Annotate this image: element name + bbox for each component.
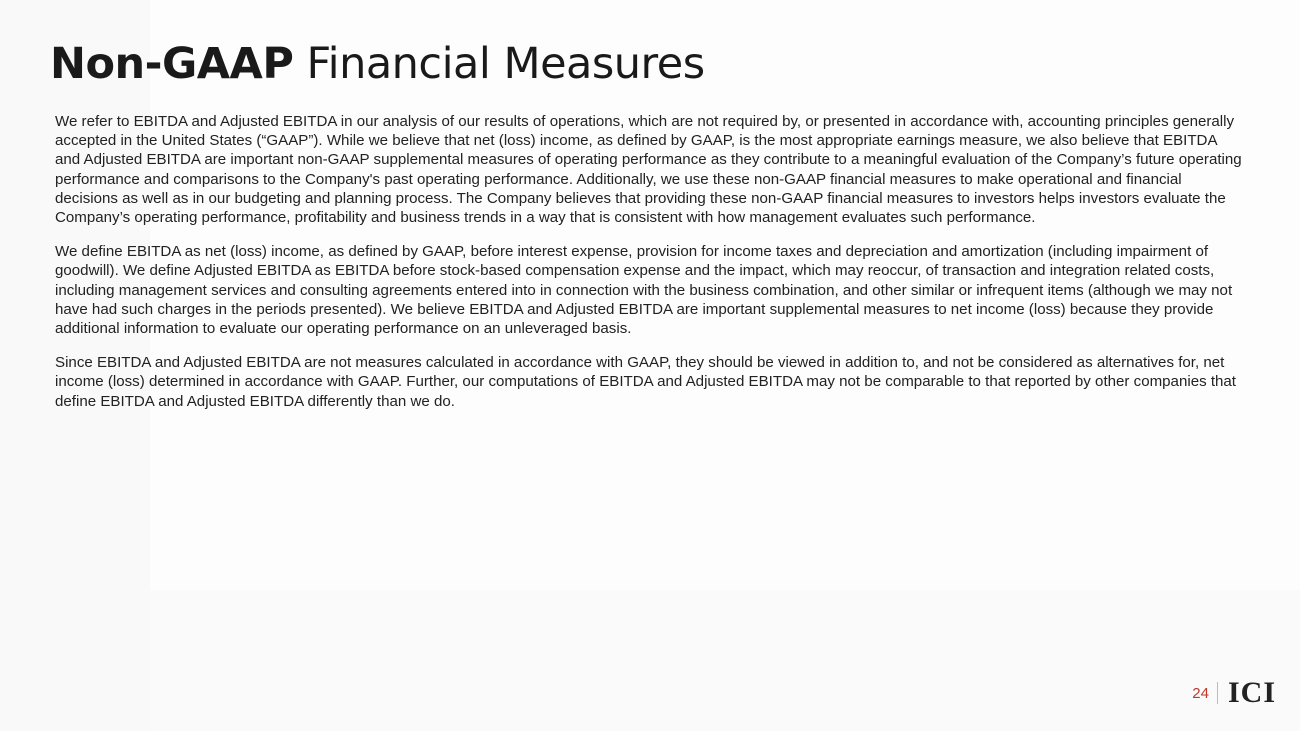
paragraph-3: Since EBITDA and Adjusted EBITDA are not measures calculated in accordance with GAAP, they should be viewed in addition to, and not be considered as alternatives for, net income (loss) determined in accordance with GAAP. Further, our computations of EBITDA and Adjusted EBITDA may not be comparable to that reported by other companies that define EBITDA and Adjusted EBITDA differently than we do. <box>55 354 1237 410</box>
page-title <box>50 38 705 90</box>
paragraph-1: We refer to EBITDA and Adjusted EBITDA in our analysis of our results of operations, which are not required by, or presented in accordance with, accounting principles generally accepted in the United States (“GAAP”). While we believe that net (loss) income, as defined by GAAP, is the most appropriate earnings measure, we also believe that EBITDA and Adjusted EBITDA are important non-GAAP supplemental measures of operating performance as they contribute to a meaningful evaluation of the Company’s future operating performance and comparisons to the Company's past operating performance. Additionally, we use these non-GAAP financial measures to make operational and financial decisions as well as in our budgeting and planning process. The Company believes that providing these non-GAAP financial measures to investors helps investors evaluate the Company’s operating performance, profitability and business trends in a way that is consistent with how management evaluates such performance. <box>55 113 1242 227</box>
title-regular-part: Financial Measures <box>293 39 705 89</box>
footer-divider <box>1217 682 1218 704</box>
background-panel-bottom <box>150 590 1300 731</box>
paragraph-2: We define EBITDA as net (loss) income, as defined by GAAP, before interest expense, provision for income taxes and depreciation and amortization (including impairment of goodwill). We define Adjusted EBITDA as EBITDA before stock-based compensation expense and the impact, which may reoccur, of transaction and integration related costs, including management services and consulting agreements entered into in connection with the business combination, and other similar or infrequent items (although we may not have had such charges in the periods presented). We believe EBITDA and Adjusted EBITDA are important supplemental measures to net income (loss) because they provide additional information to evaluate our operating performance on an unleveraged basis. <box>55 243 1233 338</box>
body-text <box>55 112 1245 426</box>
title-bold-part: Non-GAAP <box>50 39 294 89</box>
company-logo: ICI <box>1227 676 1276 709</box>
slide-footer <box>1192 677 1276 709</box>
page-number: 24 <box>1192 684 1209 702</box>
